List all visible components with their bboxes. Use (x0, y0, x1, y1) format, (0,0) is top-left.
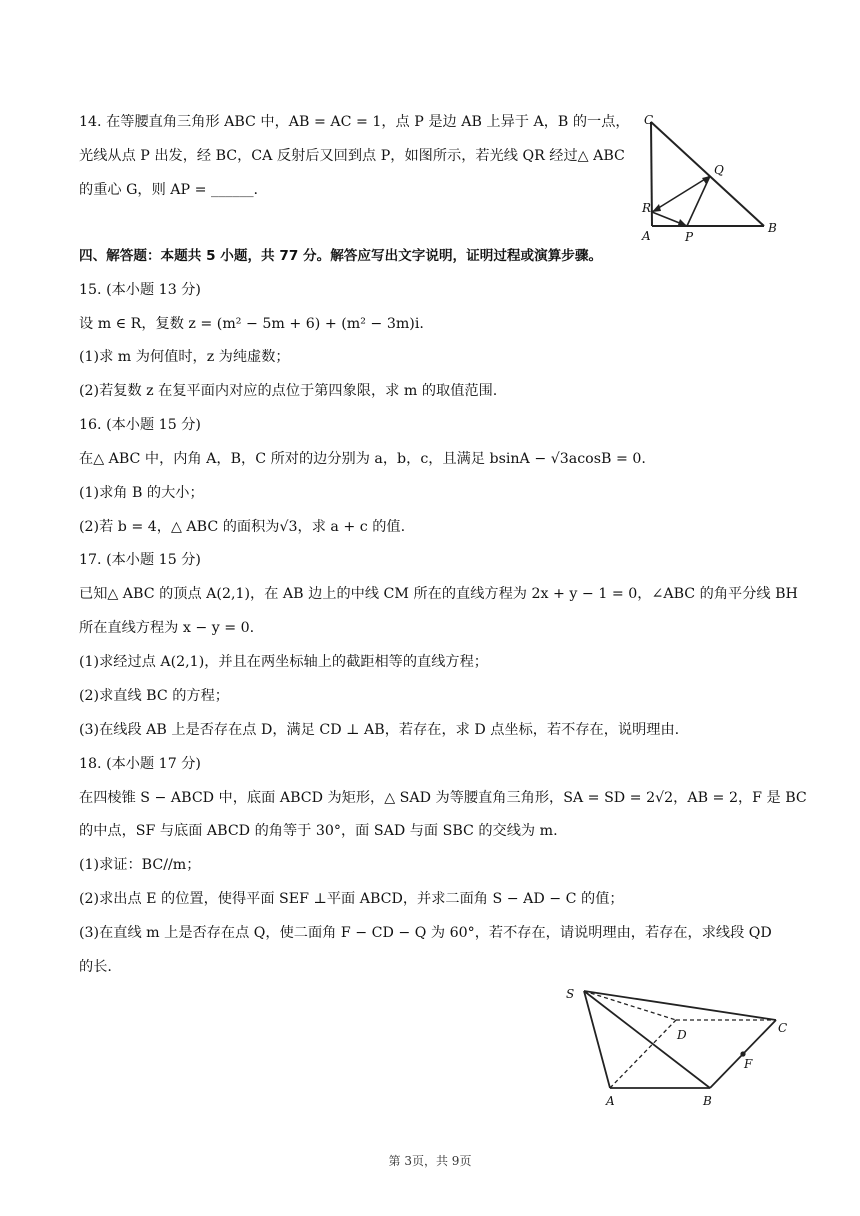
q14-line2: 光线从点 P 出发，经 BC，CA 反射后又回到点 P，如图所示，若光线 QR 经过△ ABC (79, 148, 625, 164)
q14-line1: 14. 在等腰直角三角形 ABC 中，AB = AC = 1，点 P 是边 AB 上异于 A，B 的一点， (79, 114, 630, 130)
q15-part1: (1)求 m 为何值时，z 为纯虚数； (79, 349, 290, 365)
q15-header: 15. (本小题 13 分) (79, 282, 201, 298)
q17-stem2: 所在直线方程为 x − y = 0. (79, 620, 255, 636)
q18-part1: (1)求证：BC//m； (79, 857, 201, 873)
q16-part2: (2)若 b = 4，△ ABC 的面积为√3，求 a + c 的值. (79, 519, 406, 535)
q18-pyramid-figure (560, 978, 800, 1113)
q18-header: 18. (本小题 17 分) (79, 756, 201, 772)
q17-part2: (2)求直线 BC 的方程； (79, 688, 229, 704)
fig18-label-F: F (744, 1057, 753, 1071)
q16-header: 16. (本小题 15 分) (79, 417, 201, 433)
fig14-label-A: A (642, 229, 651, 243)
fig18-label-B: B (703, 1094, 712, 1108)
q14-triangle-figure (630, 108, 790, 248)
q18-stem2: 的中点，SF 与底面 ABCD 的角等于 30°，面 SAD 与面 SBC 的交线为 m. (79, 823, 558, 839)
fig18-label-A: A (606, 1094, 615, 1108)
fig14-label-Q: Q (714, 163, 724, 177)
fig18-label-D: D (677, 1028, 687, 1042)
page-footer: 第 3页，共 9页 (388, 1154, 472, 1168)
q17-stem1: 已知△ ABC 的顶点 A(2,1)，在 AB 边上的中线 CM 所在的直线方程为 2x + y − 1 = 0，∠ABC 的角平分线 BH (79, 586, 798, 602)
q18-part2: (2)求出点 E 的位置，使得平面 SEF ⊥平面 ABCD，并求二面角 S − AD − C 的值； (79, 891, 624, 907)
fig18-label-S: S (566, 987, 575, 1001)
fig14-label-P: P (685, 230, 694, 244)
section4-heading: 四、解答题：本题共 5 小题，共 77 分。解答应写出文字说明，证明过程或演算步骤。 (79, 248, 603, 264)
q18-stem1: 在四棱锥 S − ABCD 中，底面 ABCD 为矩形，△ SAD 为等腰直角三角形，SA = SD = 2√2，AB = 2，F 是 BC (79, 790, 807, 806)
q17-part1: (1)求经过点 A(2,1)，并且在两坐标轴上的截距相等的直线方程； (79, 654, 488, 670)
q16-part1: (1)求角 B 的大小； (79, 485, 204, 501)
fig14-label-R: R (642, 201, 652, 215)
fig14-label-C: C (644, 113, 654, 127)
q14-line3: 的重心 G，则 AP = ______. (79, 182, 259, 198)
q15-stem: 设 m ∈ R，复数 z = (m² − 5m + 6) + (m² − 3m)i. (79, 316, 424, 332)
q18-part3b: 的长. (79, 959, 112, 975)
q16-stem: 在△ ABC 中，内角 A，B，C 所对的边分别为 a，b，c，且满足 bsinA − √3acosB = 0. (79, 451, 646, 467)
fig18-label-C: C (778, 1021, 788, 1035)
fig14-label-B: B (768, 221, 777, 235)
q18-part3a: (3)在直线 m 上是否存在点 Q，使二面角 F − CD − Q 为 60°，若不存在，请说明理由，若存在，求线段 QD (79, 925, 772, 941)
q17-part3: (3)在线段 AB 上是否存在点 D，满足 CD ⊥ AB，若存在，求 D 点坐标，若不存在，说明理由. (79, 722, 680, 738)
q17-header: 17. (本小题 15 分) (79, 552, 201, 568)
q15-part2: (2)若复数 z 在复平面内对应的点位于第四象限，求 m 的取值范围. (79, 383, 498, 399)
